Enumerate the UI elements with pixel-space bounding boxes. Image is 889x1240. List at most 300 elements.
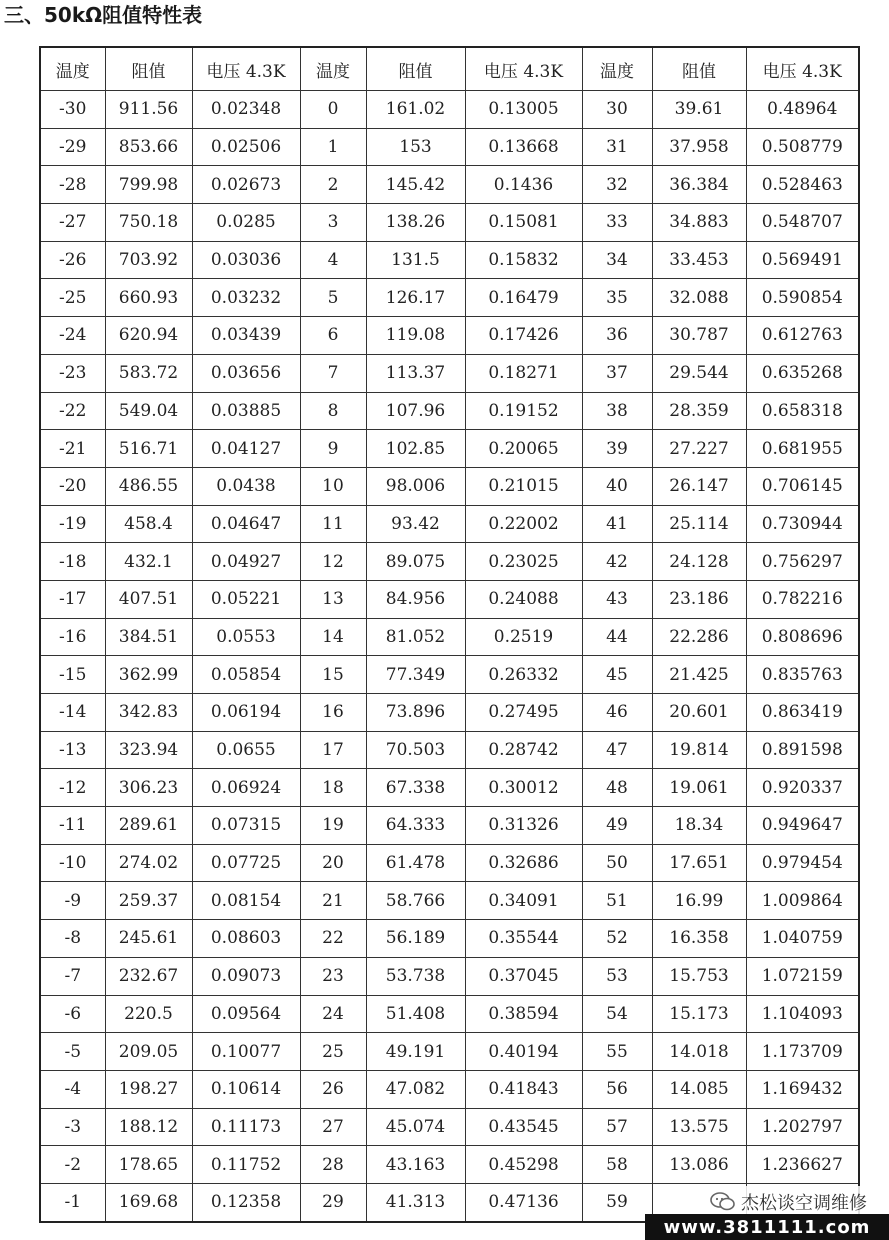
table-cell: 0.06924 bbox=[192, 769, 300, 807]
table-cell: 0.979454 bbox=[746, 844, 859, 882]
table-cell: 660.93 bbox=[105, 279, 192, 317]
table-cell: 47 bbox=[582, 731, 652, 769]
table-cell: 486.55 bbox=[105, 467, 192, 505]
table-cell: 209.05 bbox=[105, 1033, 192, 1071]
table-cell: 0.32686 bbox=[465, 844, 582, 882]
table-cell: 93.42 bbox=[366, 505, 465, 543]
table-cell: 7 bbox=[300, 354, 366, 392]
table-cell: -21 bbox=[40, 430, 105, 468]
footer-url-bar bbox=[645, 1214, 889, 1240]
table-cell: 0.612763 bbox=[746, 317, 859, 355]
table-cell: 0.28742 bbox=[465, 731, 582, 769]
table-row bbox=[40, 580, 859, 618]
column-header: 阻值 bbox=[652, 47, 746, 91]
table-cell: -10 bbox=[40, 844, 105, 882]
table-cell: 0.0655 bbox=[192, 731, 300, 769]
table-cell: 23.186 bbox=[652, 580, 746, 618]
table-cell: 17.651 bbox=[652, 844, 746, 882]
table-cell: 19 bbox=[300, 807, 366, 845]
table-cell: 22 bbox=[300, 920, 366, 958]
table-cell: 853.66 bbox=[105, 128, 192, 166]
table-cell: 0.45298 bbox=[465, 1146, 582, 1184]
table-cell: 0 bbox=[300, 91, 366, 129]
table-cell: 0.508779 bbox=[746, 128, 859, 166]
table-cell: 21.425 bbox=[652, 656, 746, 694]
table-cell: 107.96 bbox=[366, 392, 465, 430]
table-cell: -3 bbox=[40, 1108, 105, 1146]
table-cell: 28.359 bbox=[652, 392, 746, 430]
table-cell: -28 bbox=[40, 166, 105, 204]
table-cell: 0.04927 bbox=[192, 543, 300, 581]
table-row bbox=[40, 392, 859, 430]
table-cell: -14 bbox=[40, 694, 105, 732]
table-cell: 245.61 bbox=[105, 920, 192, 958]
table-cell: 59 bbox=[582, 1183, 652, 1221]
table-cell: 30.787 bbox=[652, 317, 746, 355]
table-cell: 54 bbox=[582, 995, 652, 1033]
table-cell: 407.51 bbox=[105, 580, 192, 618]
table-cell: 1.202797 bbox=[746, 1108, 859, 1146]
table-cell: 3 bbox=[300, 204, 366, 242]
table-row bbox=[40, 128, 859, 166]
table-cell: 0.02506 bbox=[192, 128, 300, 166]
table-cell: 17 bbox=[300, 731, 366, 769]
table-cell: 131.5 bbox=[366, 241, 465, 279]
table-cell: -18 bbox=[40, 543, 105, 581]
column-header: 温度 bbox=[582, 47, 652, 91]
table-cell: 0.03656 bbox=[192, 354, 300, 392]
table-cell: 70.503 bbox=[366, 731, 465, 769]
table-cell: 57 bbox=[582, 1108, 652, 1146]
table-cell: 0.34091 bbox=[465, 882, 582, 920]
table-cell: 0.835763 bbox=[746, 656, 859, 694]
table-cell: 259.37 bbox=[105, 882, 192, 920]
table-cell: 138.26 bbox=[366, 204, 465, 242]
table-cell: 126.17 bbox=[366, 279, 465, 317]
table-cell: 289.61 bbox=[105, 807, 192, 845]
table-cell: 432.1 bbox=[105, 543, 192, 581]
table-cell: 32.088 bbox=[652, 279, 746, 317]
table-cell: -20 bbox=[40, 467, 105, 505]
column-header: 温度 bbox=[40, 47, 105, 91]
table-cell: 516.71 bbox=[105, 430, 192, 468]
table-cell: 81.052 bbox=[366, 618, 465, 656]
table-cell: 14.018 bbox=[652, 1033, 746, 1071]
table-cell: 911.56 bbox=[105, 91, 192, 129]
table-cell: 0.2519 bbox=[465, 618, 582, 656]
table-cell: 29.544 bbox=[652, 354, 746, 392]
table-cell: 0.590854 bbox=[746, 279, 859, 317]
table-cell: 42 bbox=[582, 543, 652, 581]
table-cell: 0.09073 bbox=[192, 957, 300, 995]
table-row bbox=[40, 807, 859, 845]
table-cell: 0.21015 bbox=[465, 467, 582, 505]
table-cell: 56 bbox=[582, 1070, 652, 1108]
table-cell: -7 bbox=[40, 957, 105, 995]
table-cell: 23 bbox=[300, 957, 366, 995]
table-cell: 51 bbox=[582, 882, 652, 920]
table-cell: 13 bbox=[300, 580, 366, 618]
table-cell: 0.528463 bbox=[746, 166, 859, 204]
table-cell: 13.575 bbox=[652, 1108, 746, 1146]
table-row bbox=[40, 467, 859, 505]
table-row bbox=[40, 995, 859, 1033]
table-cell: 45.074 bbox=[366, 1108, 465, 1146]
table-cell: 0.10614 bbox=[192, 1070, 300, 1108]
table-cell: 32 bbox=[582, 166, 652, 204]
table-cell: 25.114 bbox=[652, 505, 746, 543]
table-cell: 119.08 bbox=[366, 317, 465, 355]
resistance-table bbox=[39, 46, 860, 1223]
table-cell: 0.891598 bbox=[746, 731, 859, 769]
table-cell: 1.236627 bbox=[746, 1146, 859, 1184]
table-cell: 27.227 bbox=[652, 430, 746, 468]
table-row bbox=[40, 505, 859, 543]
table-row bbox=[40, 241, 859, 279]
table-row bbox=[40, 694, 859, 732]
table-cell: 0.09564 bbox=[192, 995, 300, 1033]
table-cell: 37.958 bbox=[652, 128, 746, 166]
table-cell: 2 bbox=[300, 166, 366, 204]
table-cell: -30 bbox=[40, 91, 105, 129]
table-cell: 0.10077 bbox=[192, 1033, 300, 1071]
table-row bbox=[40, 1033, 859, 1071]
table-cell: 178.65 bbox=[105, 1146, 192, 1184]
table-cell: 33 bbox=[582, 204, 652, 242]
table-cell: 458.4 bbox=[105, 505, 192, 543]
table-cell: 549.04 bbox=[105, 392, 192, 430]
table-cell: 0.15081 bbox=[465, 204, 582, 242]
table-cell: 0.1436 bbox=[465, 166, 582, 204]
table-cell: 34 bbox=[582, 241, 652, 279]
table-cell: 0.949647 bbox=[746, 807, 859, 845]
table-cell: -5 bbox=[40, 1033, 105, 1071]
table-cell: -6 bbox=[40, 995, 105, 1033]
table-cell: 583.72 bbox=[105, 354, 192, 392]
table-cell: 39.61 bbox=[652, 91, 746, 129]
table-cell: 0.0438 bbox=[192, 467, 300, 505]
table-cell: 384.51 bbox=[105, 618, 192, 656]
table-cell: 220.5 bbox=[105, 995, 192, 1033]
table-cell: 0.26332 bbox=[465, 656, 582, 694]
table-cell: 1.173709 bbox=[746, 1033, 859, 1071]
table-cell: 13.086 bbox=[652, 1146, 746, 1184]
table-cell: 61.478 bbox=[366, 844, 465, 882]
table-cell: 39 bbox=[582, 430, 652, 468]
table-cell: 40 bbox=[582, 467, 652, 505]
table-cell: 0.05221 bbox=[192, 580, 300, 618]
table-cell: 0.27495 bbox=[465, 694, 582, 732]
table-cell: 0.18271 bbox=[465, 354, 582, 392]
table-row bbox=[40, 957, 859, 995]
table-row bbox=[40, 166, 859, 204]
table-cell: 19.061 bbox=[652, 769, 746, 807]
table-cell: 84.956 bbox=[366, 580, 465, 618]
table-cell: 0.48964 bbox=[746, 91, 859, 129]
table-cell: 25 bbox=[300, 1033, 366, 1071]
table-cell: 153 bbox=[366, 128, 465, 166]
table-cell: 0.11752 bbox=[192, 1146, 300, 1184]
table-cell: 0.07315 bbox=[192, 807, 300, 845]
table-cell: 36.384 bbox=[652, 166, 746, 204]
table-cell: -9 bbox=[40, 882, 105, 920]
table-cell: 67.338 bbox=[366, 769, 465, 807]
table-cell: 0.03036 bbox=[192, 241, 300, 279]
page-title: 三、50kΩ阻值特性表 bbox=[4, 3, 203, 27]
table-cell: 0.08603 bbox=[192, 920, 300, 958]
table-row bbox=[40, 91, 859, 129]
table-cell: 0.808696 bbox=[746, 618, 859, 656]
table-cell: 53.738 bbox=[366, 957, 465, 995]
table-cell: 306.23 bbox=[105, 769, 192, 807]
table-row bbox=[40, 656, 859, 694]
table-cell: -24 bbox=[40, 317, 105, 355]
table-cell: 0.37045 bbox=[465, 957, 582, 995]
table-row bbox=[40, 354, 859, 392]
table-cell: 620.94 bbox=[105, 317, 192, 355]
table-header-row bbox=[40, 47, 859, 91]
table-cell: 43.163 bbox=[366, 1146, 465, 1184]
table-cell: 20.601 bbox=[652, 694, 746, 732]
table-cell: 0.548707 bbox=[746, 204, 859, 242]
table-cell: -12 bbox=[40, 769, 105, 807]
table-cell: 0.658318 bbox=[746, 392, 859, 430]
table-row bbox=[40, 731, 859, 769]
table-cell: 750.18 bbox=[105, 204, 192, 242]
table-cell: -23 bbox=[40, 354, 105, 392]
table-cell: 29 bbox=[300, 1183, 366, 1221]
table-cell: 5 bbox=[300, 279, 366, 317]
table-cell: 30 bbox=[582, 91, 652, 129]
table-cell: 64.333 bbox=[366, 807, 465, 845]
table-row bbox=[40, 1070, 859, 1108]
table-row bbox=[40, 1146, 859, 1184]
table-cell: 98.006 bbox=[366, 467, 465, 505]
table-cell: 18.34 bbox=[652, 807, 746, 845]
table-cell: 0.04647 bbox=[192, 505, 300, 543]
watermark-text: 杰松谈空调维修 bbox=[741, 1193, 867, 1214]
table-cell: 6 bbox=[300, 317, 366, 355]
table-cell: 1.104093 bbox=[746, 995, 859, 1033]
column-header: 电压 4.3K bbox=[746, 47, 859, 91]
table-cell: 0.782216 bbox=[746, 580, 859, 618]
table-cell: 44 bbox=[582, 618, 652, 656]
table-row bbox=[40, 769, 859, 807]
table-cell: 0.16479 bbox=[465, 279, 582, 317]
table-cell: 56.189 bbox=[366, 920, 465, 958]
table-cell: 0.40194 bbox=[465, 1033, 582, 1071]
column-header: 电压 4.3K bbox=[465, 47, 582, 91]
table-row bbox=[40, 317, 859, 355]
table-cell: 1.040759 bbox=[746, 920, 859, 958]
table-cell: 22.286 bbox=[652, 618, 746, 656]
table-cell: 0.43545 bbox=[465, 1108, 582, 1146]
table-cell: 145.42 bbox=[366, 166, 465, 204]
table-cell: 26.147 bbox=[652, 467, 746, 505]
table-cell: 14.085 bbox=[652, 1070, 746, 1108]
table-cell: 10 bbox=[300, 467, 366, 505]
table-cell: 362.99 bbox=[105, 656, 192, 694]
table-body bbox=[40, 91, 859, 1222]
table-cell: 0.756297 bbox=[746, 543, 859, 581]
table-cell: 48 bbox=[582, 769, 652, 807]
table-cell: 0.23025 bbox=[465, 543, 582, 581]
table-cell: 0.706145 bbox=[746, 467, 859, 505]
table-cell: 15.753 bbox=[652, 957, 746, 995]
table-row bbox=[40, 920, 859, 958]
table-cell: 799.98 bbox=[105, 166, 192, 204]
table-cell: 0.22002 bbox=[465, 505, 582, 543]
table-cell: 24.128 bbox=[652, 543, 746, 581]
table-cell: 73.896 bbox=[366, 694, 465, 732]
table-cell: 0.0553 bbox=[192, 618, 300, 656]
table-cell: -17 bbox=[40, 580, 105, 618]
table-cell: 342.83 bbox=[105, 694, 192, 732]
table-cell: -1 bbox=[40, 1183, 105, 1221]
table-cell: 53 bbox=[582, 957, 652, 995]
table-cell: 198.27 bbox=[105, 1070, 192, 1108]
table-cell: 0.03232 bbox=[192, 279, 300, 317]
table-cell: 89.075 bbox=[366, 543, 465, 581]
table-cell: 0.02673 bbox=[192, 166, 300, 204]
table-cell: 14 bbox=[300, 618, 366, 656]
table-cell: 16 bbox=[300, 694, 366, 732]
table-cell: 1 bbox=[300, 128, 366, 166]
table-cell: 36 bbox=[582, 317, 652, 355]
table-cell: 19.814 bbox=[652, 731, 746, 769]
table-cell: 1.009864 bbox=[746, 882, 859, 920]
table-cell: 50 bbox=[582, 844, 652, 882]
table-cell: 0.11173 bbox=[192, 1108, 300, 1146]
table-cell: 0.19152 bbox=[465, 392, 582, 430]
table-cell: 52 bbox=[582, 920, 652, 958]
table-cell: 323.94 bbox=[105, 731, 192, 769]
table-cell: 38 bbox=[582, 392, 652, 430]
table-cell: 0.863419 bbox=[746, 694, 859, 732]
table-cell: -13 bbox=[40, 731, 105, 769]
table-cell: 0.02348 bbox=[192, 91, 300, 129]
table-cell: 703.92 bbox=[105, 241, 192, 279]
table-cell: 0.13668 bbox=[465, 128, 582, 166]
table-cell: 51.408 bbox=[366, 995, 465, 1033]
table-cell: 31 bbox=[582, 128, 652, 166]
table-row bbox=[40, 279, 859, 317]
table-cell: -19 bbox=[40, 505, 105, 543]
table-cell: 0.17426 bbox=[465, 317, 582, 355]
table-cell: 232.67 bbox=[105, 957, 192, 995]
footer-url: www.3811111.com bbox=[663, 1216, 871, 1238]
table-cell: 18 bbox=[300, 769, 366, 807]
table-cell: 11 bbox=[300, 505, 366, 543]
table-cell: 274.02 bbox=[105, 844, 192, 882]
table-cell: 0.635268 bbox=[746, 354, 859, 392]
table-cell: 28 bbox=[300, 1146, 366, 1184]
table-cell: 0.12358 bbox=[192, 1183, 300, 1221]
table-cell: 169.68 bbox=[105, 1183, 192, 1221]
table-cell: -2 bbox=[40, 1146, 105, 1184]
table-cell: 0.08154 bbox=[192, 882, 300, 920]
table-cell: -11 bbox=[40, 807, 105, 845]
table-cell: 37 bbox=[582, 354, 652, 392]
table-cell: 4 bbox=[300, 241, 366, 279]
wechat-icon bbox=[709, 1191, 737, 1213]
column-header: 温度 bbox=[300, 47, 366, 91]
table-cell: 0.15832 bbox=[465, 241, 582, 279]
table-cell: -22 bbox=[40, 392, 105, 430]
column-header: 阻值 bbox=[366, 47, 465, 91]
table-row bbox=[40, 618, 859, 656]
table-cell: -4 bbox=[40, 1070, 105, 1108]
table-cell: 0.47136 bbox=[465, 1183, 582, 1221]
table-cell: 0.20065 bbox=[465, 430, 582, 468]
table-cell: 0.05854 bbox=[192, 656, 300, 694]
table-cell: 45 bbox=[582, 656, 652, 694]
table-cell: -29 bbox=[40, 128, 105, 166]
table-row bbox=[40, 844, 859, 882]
table-cell: 12 bbox=[300, 543, 366, 581]
table-cell: 34.883 bbox=[652, 204, 746, 242]
table-cell: 16.358 bbox=[652, 920, 746, 958]
table-cell: -25 bbox=[40, 279, 105, 317]
table-cell: 0.38594 bbox=[465, 995, 582, 1033]
table-cell: 41.313 bbox=[366, 1183, 465, 1221]
table-cell: 0.07725 bbox=[192, 844, 300, 882]
table-cell: 0.920337 bbox=[746, 769, 859, 807]
table-row bbox=[40, 430, 859, 468]
table-cell: -15 bbox=[40, 656, 105, 694]
table-row bbox=[40, 882, 859, 920]
table-cell: -8 bbox=[40, 920, 105, 958]
table-cell: 21 bbox=[300, 882, 366, 920]
table-cell: 26 bbox=[300, 1070, 366, 1108]
table-cell: 0.03439 bbox=[192, 317, 300, 355]
table-cell: 77.349 bbox=[366, 656, 465, 694]
table-cell: 0.04127 bbox=[192, 430, 300, 468]
table-cell: 0.681955 bbox=[746, 430, 859, 468]
table-cell: 0.569491 bbox=[746, 241, 859, 279]
table-cell: 0.03885 bbox=[192, 392, 300, 430]
table-cell: 9 bbox=[300, 430, 366, 468]
table-cell: 20 bbox=[300, 844, 366, 882]
table-cell: 43 bbox=[582, 580, 652, 618]
table-cell: 188.12 bbox=[105, 1108, 192, 1146]
table-row bbox=[40, 1108, 859, 1146]
table-cell: 0.730944 bbox=[746, 505, 859, 543]
table-cell: 113.37 bbox=[366, 354, 465, 392]
column-header: 阻值 bbox=[105, 47, 192, 91]
table-cell: 58.766 bbox=[366, 882, 465, 920]
table-cell: 0.06194 bbox=[192, 694, 300, 732]
table-row bbox=[40, 204, 859, 242]
table-cell: 49 bbox=[582, 807, 652, 845]
table-cell: 1.169432 bbox=[746, 1070, 859, 1108]
table-cell: 15.173 bbox=[652, 995, 746, 1033]
table-cell: -27 bbox=[40, 204, 105, 242]
table-cell: 49.191 bbox=[366, 1033, 465, 1071]
table-cell: 102.85 bbox=[366, 430, 465, 468]
table-cell: 0.0285 bbox=[192, 204, 300, 242]
table-cell: 33.453 bbox=[652, 241, 746, 279]
table-cell: 0.41843 bbox=[465, 1070, 582, 1108]
table-cell: 1.072159 bbox=[746, 957, 859, 995]
table-cell: -26 bbox=[40, 241, 105, 279]
table-cell: 0.31326 bbox=[465, 807, 582, 845]
table-cell: 47.082 bbox=[366, 1070, 465, 1108]
table-cell: 0.24088 bbox=[465, 580, 582, 618]
table-cell: 46 bbox=[582, 694, 652, 732]
table-cell: 0.35544 bbox=[465, 920, 582, 958]
table-cell: 27 bbox=[300, 1108, 366, 1146]
